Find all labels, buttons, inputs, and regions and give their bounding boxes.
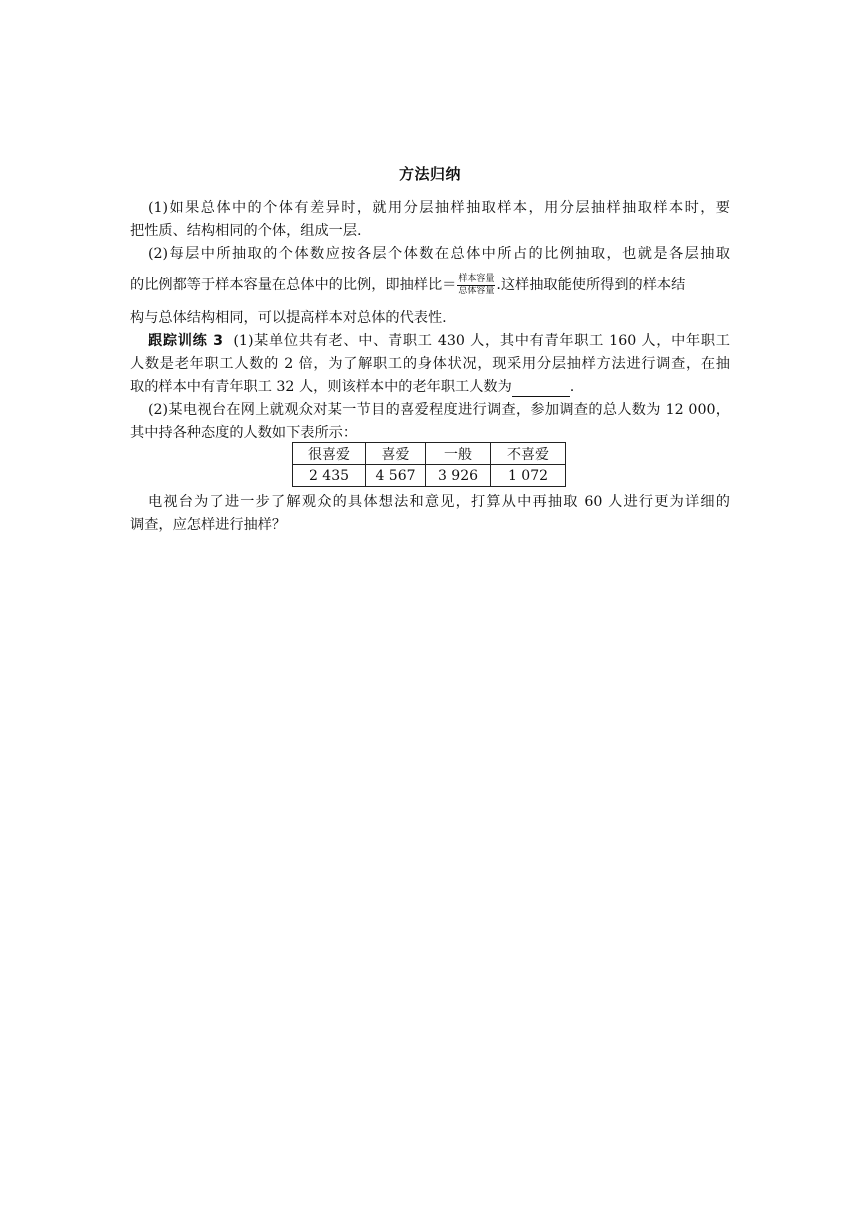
exercise-question-2-line-4: 调查，应怎样进行抽样？ bbox=[130, 517, 287, 533]
table-header-cell: 喜爱 bbox=[366, 443, 426, 465]
exercise-q1-text-before-blank: 取的样本中有青年职工 32 人，则该样本中的老年职工人数为 bbox=[130, 379, 512, 395]
method-paragraph-1-line-1: (1)如果总体中的个体有差异时，就用分层抽样抽取样本，用分层抽样抽取样本时，要 bbox=[148, 200, 730, 216]
fraction-denominator: 总体容量 bbox=[458, 285, 495, 296]
method-paragraph-2-line-3: 构与总体结构相同，可以提高样本对总体的代表性. bbox=[130, 310, 447, 326]
table-header-row bbox=[293, 443, 566, 465]
exercise-question-2-line-3: 电视台为了进一步了解观众的具体想法和意见，打算从中再抽取 60 人进行更为详细的 bbox=[148, 494, 730, 510]
sampling-ratio-fraction bbox=[457, 274, 495, 297]
method-text-before-fraction: 的比例都等于样本容量在总体中的比例，即抽样比＝ bbox=[130, 277, 457, 293]
exercise-q1-text: (1)某单位共有老、中、青职工 430 人，其中有青年职工 160 人，中年职工 bbox=[233, 333, 730, 349]
attitude-count-table bbox=[292, 442, 566, 487]
method-paragraph-1-line-2: 把性质、结构相同的个体，组成一层. bbox=[130, 223, 362, 239]
table-cell: 4 567 bbox=[366, 465, 426, 487]
table-header-cell: 一般 bbox=[426, 443, 491, 465]
exercise-question-2-line-2: 其中持各种态度的人数如下表所示： bbox=[130, 425, 358, 441]
method-paragraph-2-line-2 bbox=[130, 272, 730, 298]
section-heading: 方法归纳 bbox=[398, 165, 461, 183]
table-cell: 3 926 bbox=[426, 465, 491, 487]
table-cell: 2 435 bbox=[293, 465, 366, 487]
answer-blank[interactable] bbox=[512, 382, 570, 397]
exercise-question-1-line-3 bbox=[130, 377, 730, 397]
fraction-numerator: 样本容量 bbox=[458, 273, 495, 284]
exercise-question-1-line-1 bbox=[148, 331, 730, 351]
table-row bbox=[293, 465, 566, 487]
table-header-cell: 不喜爱 bbox=[491, 443, 566, 465]
exercise-label: 跟踪训练 3 bbox=[148, 333, 223, 349]
exercise-question-1-line-2: 人数是老年职工人数的 2 倍，为了解职工的身体状况，现采用分层抽样方法进行调查，在抽 bbox=[130, 356, 730, 372]
method-paragraph-2-line-1: (2)每层中所抽取的个体数应按各层个体数在总体中所占的比例抽取，也就是各层抽取 bbox=[148, 246, 730, 262]
exercise-question-2-line-1: (2)某电视台在网上就观众对某一节目的喜爱程度进行调查，参加调查的总人数为 12 000， bbox=[148, 402, 730, 418]
method-text-after-fraction: .这样抽取能使所得到的样本结 bbox=[496, 277, 686, 293]
table-header-cell: 很喜爱 bbox=[293, 443, 366, 465]
table-cell: 1 072 bbox=[491, 465, 566, 487]
exercise-q1-text-after-blank: . bbox=[569, 379, 575, 395]
